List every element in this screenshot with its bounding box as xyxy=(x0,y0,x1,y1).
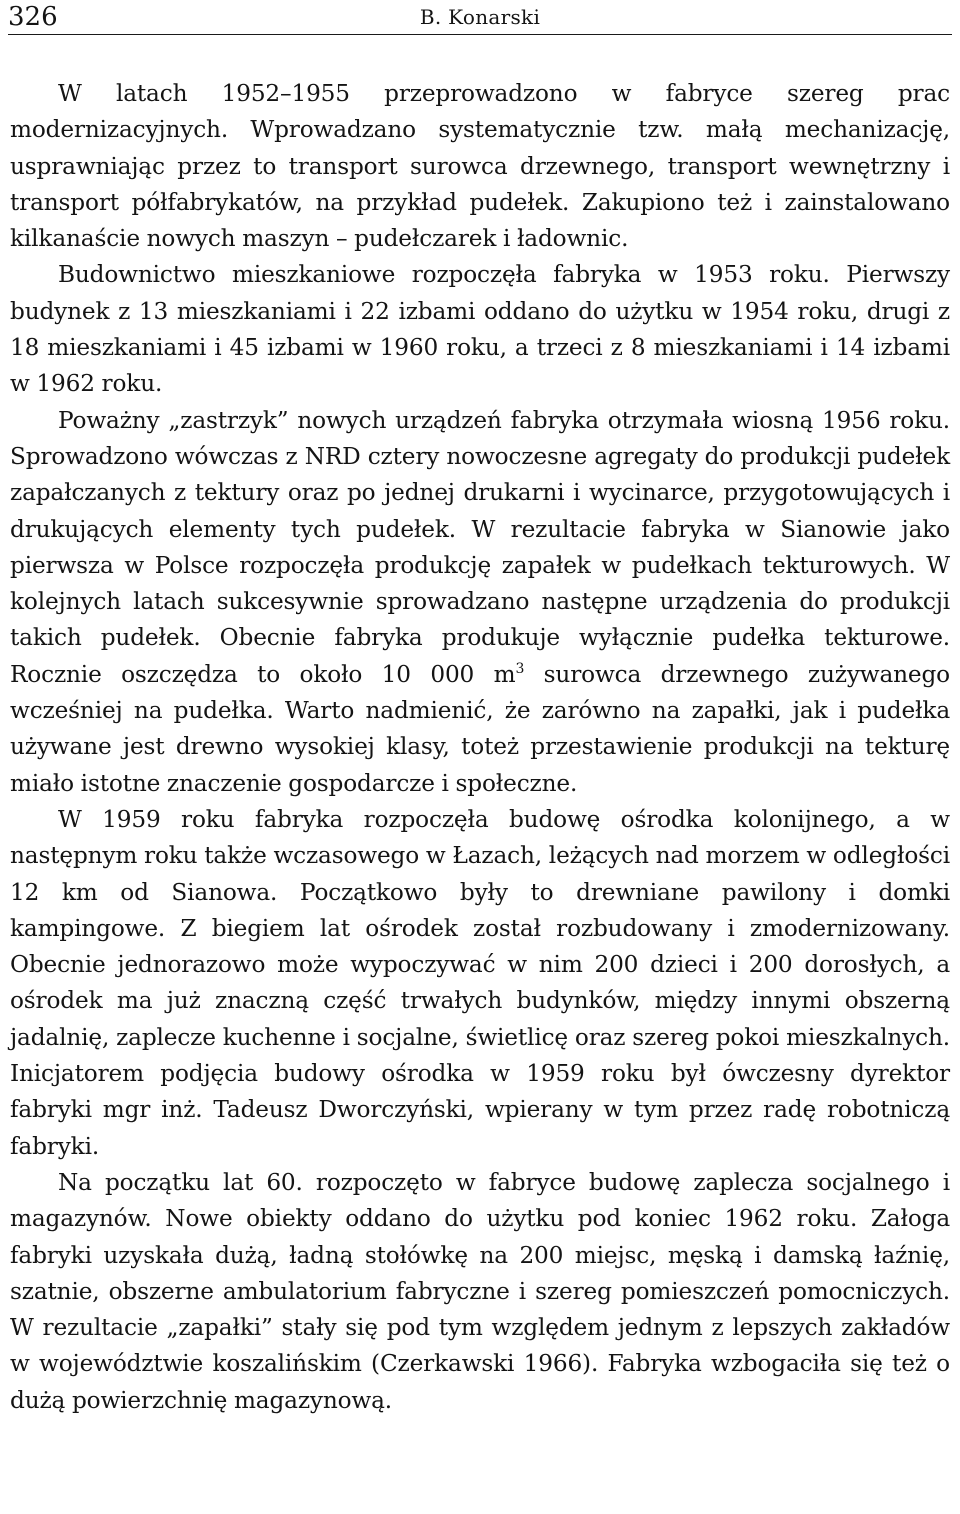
paragraph-housing: Budownictwo mieszkaniowe rozpoczęła fabryka w 1953 roku. Pierwszy budynek z 13 mieszkaniami i 22 izbami oddano do użytku w 1954 roku, drugi z 18 mieszkaniami i 45 izbami w 1960 roku, a trzeci z 8 mieszkaniami i 14 izbami w 1962 roku. xyxy=(10,261,950,398)
running-head: B. Konarski xyxy=(419,5,541,29)
paragraph-text-part: surowca drzewnego zużywanego wcześniej na pudełka. Warto nadmienić, że zarówno na zapałki, jak i pudełka używane jest drewno wysokiej klasy, toteż przestawienie produkcji na tekturę miało istotne znaczenie gospodarcze i społeczne. xyxy=(10,660,950,797)
superscript-exponent: 3 xyxy=(515,660,525,677)
page-number: 326 xyxy=(8,2,58,32)
paragraph-social-facilities: Na początku lat 60. rozpoczęto w fabryce budowę zaplecza socjalnego i magazynów. Nowe obiekty oddano do użytku pod koniec 1962 roku. Załoga fabryki uzyskała dużą, ładną stołówkę na 200 miejsc, męską i damską łaźnię, szatnie, obszerne ambulatorium fabryczne i szereg pomieszczeń pomocniczych. W rezultacie „zapałki” stały się pod tym względem jednym z lepszych zakładów w województwie koszalińskim (Czerkawski 1966). Fabryka wzbogaciła się też o dużą powierzchnię magazynową. xyxy=(10,1168,950,1414)
body-text xyxy=(10,76,950,1419)
paragraph-new-equipment xyxy=(10,403,950,802)
paragraph-holiday-centre: W 1959 roku fabryka rozpoczęła budowę ośrodka kolonijnego, a w następnym roku także wczasowego w Łazach, leżących nad morzem w odległości 12 km od Sianowa. Początkowo były to drewniane pawilony i domki kampingowe. Z biegiem lat ośrodek został rozbudowany i zmodernizowany. Obecnie jednorazowo może wypoczywać w nim 200 dzieci i 200 dorosłych, a ośrodek ma już znaczną część trwałych budynków, między innymi obszerną jadalnię, zaplecze kuchenne i socjalne, świetlicę oraz szereg pokoi mieszkalnych. Inicjatorem podjęcia budowy ośrodka w 1959 roku był ówczesny dyrektor fabryki mgr inż. Tadeusz Dworczyński, wpierany w tym przez radę robotniczą fabryki. xyxy=(10,805,950,1160)
paragraph-modernization: W latach 1952–1955 przeprowadzono w fabryce szereg prac modernizacyjnych. Wprowadzano systematycznie tzw. małą mechanizację, usprawniając przez to transport surowca drzewnego, transport wewnętrzny i transport półfabrykatów, na przykład pudełek. Zakupiono też i zainstalowano kilkanaście nowych maszyn – pudełczarek i ładownic. xyxy=(10,80,950,253)
paragraph-text-part: Poważny „zastrzyk” nowych urządzeń fabryka otrzymała wiosną 1956 roku. Sprowadzono wówczas z NRD cztery nowoczesne agregaty do produkcji pudełek zapałczanych z tektury oraz po jednej drukarni i wycinarce, przygotowujących i drukujących elementy tych pudełek. W rezultacie fabryka w Sianowie jako pierwsza w Polsce rozpoczęła produkcję zapałek w pudełkach tekturowych. W kolejnych latach sukcesywnie sprowadzano następne urządzenia do produkcji takich pudełek. Obecnie fabryka produkuje wyłącznie pudełka tekturowe. Rocznie oszczędza to około 10 000 m xyxy=(10,406,950,688)
page-header xyxy=(8,0,952,35)
